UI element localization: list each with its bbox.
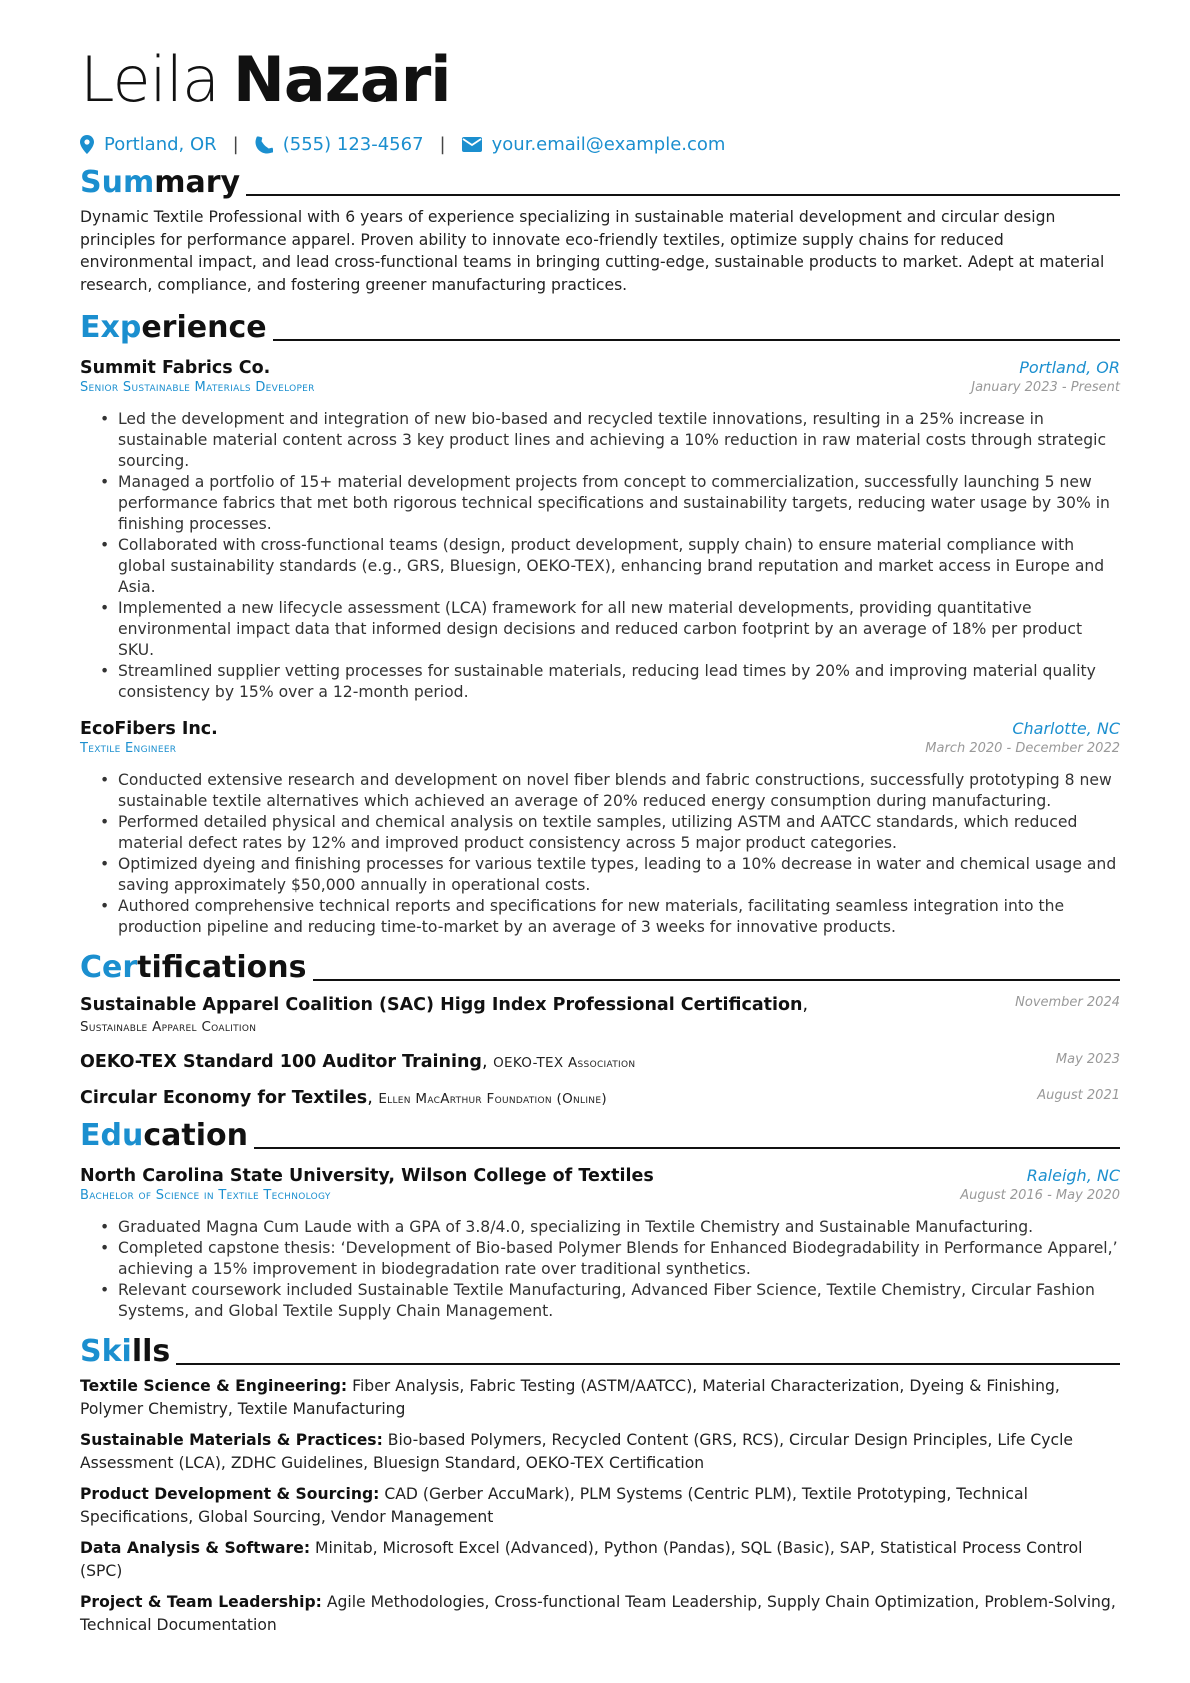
job-location: Portland, OR [1019, 358, 1120, 377]
cert-issuer: OEKO-TEX Association [493, 1055, 636, 1071]
skill-group [80, 1429, 1120, 1474]
section-rule [313, 979, 1120, 981]
phone-icon [255, 136, 273, 154]
job-location: Charlotte, NC [1012, 719, 1120, 738]
bullet-item: • Performed detailed physical and chemical analysis on textile samples, utilizing ASTM and AATCC standards, which reduced material defect rates by 12% and improved product consistency across 5 major product categories. [118, 812, 1120, 854]
bullet-item: • Optimized dyeing and finishing processes for various textile types, leading to a 10% decrease in water and chemical usage and saving approximately $50,000 annually in operational costs. [118, 854, 1120, 896]
degree: Bachelor of Science in Textile Technology [80, 1188, 331, 1203]
skill-label: Textile Science & Engineering: [80, 1377, 348, 1395]
education-dates: August 2016 - May 2020 [960, 1188, 1120, 1203]
section-certifications-header [80, 950, 1120, 986]
section-rule [246, 194, 1120, 196]
cert-date: November 2024 [1015, 995, 1120, 1010]
education-bullets [80, 1217, 1120, 1322]
skill-group [80, 1375, 1120, 1420]
cert-name: Circular Economy for Textiles [80, 1088, 368, 1108]
skill-label: Sustainable Materials & Practices: [80, 1431, 383, 1449]
cert-date: May 2023 [1055, 1052, 1120, 1067]
school-location: Raleigh, NC [1026, 1166, 1120, 1185]
first-name: Leila [80, 43, 220, 116]
section-rule [273, 339, 1120, 341]
bullet-item: • Relevant coursework included Sustainable Textile Manufacturing, Advanced Fiber Science, Textile Chemistry, Circular Fashion Systems, and Global Textile Supply Chain Management. [118, 1280, 1120, 1322]
cert-issuer: Ellen MacArthur Foundation (Online) [378, 1091, 607, 1107]
skill-group [80, 1591, 1120, 1636]
bullet-item: • Completed capstone thesis: ‘Development of Bio-based Polymer Blends for Enhanced Biodegradability in Performance Apparel,’ achieving a 15% improvement in biodegradation rate over traditional synthetics. [118, 1238, 1120, 1280]
company-name: EcoFibers Inc. [80, 719, 218, 739]
job-bullets [80, 770, 1120, 938]
job-title: Senior Sustainable Materials Developer [80, 380, 315, 395]
contact-separator: | [232, 134, 239, 155]
company-name: Summit Fabrics Co. [80, 358, 271, 378]
last-name: Nazari [233, 43, 451, 116]
job-dates: January 2023 - Present [971, 380, 1120, 395]
section-title: Skills [80, 1334, 171, 1369]
skill-items: Fiber Analysis, Fabric Testing (ASTM/AATCC), Material Characterization, Dyeing & Finishing, Polymer Chemistry, Textile Manufacturing [80, 1377, 1060, 1418]
bullet-item: • Implemented a new lifecycle assessment (LCA) framework for all new material developments, providing quantitative environmental impact data that informed design decisions and reduced carbon footprint by an average of 18% per product SKU. [118, 598, 1120, 661]
section-education-header [80, 1118, 1120, 1154]
skill-group [80, 1537, 1120, 1582]
envelope-icon [462, 137, 482, 152]
bullet-item: • Authored comprehensive technical reports and specifications for new materials, facilitating seamless integration into the production pipeline and reducing time-to-market by an average of 3 weeks for innovative products. [118, 896, 1120, 938]
skill-label: Data Analysis & Software: [80, 1539, 311, 1557]
section-title: Education [80, 1118, 248, 1153]
skill-items: Bio-based Polymers, Recycled Content (GRS, RCS), Circular Design Principles, Life Cycle Assessment (LCA), ZDHC Guidelines, Bluesign Standard, OEKO-TEX Certification [80, 1431, 1073, 1472]
cert-date: August 2021 [1037, 1088, 1120, 1103]
contact-location [80, 134, 217, 155]
skill-label: Product Development & Sourcing: [80, 1485, 380, 1503]
certification-item: Circular Economy for Textiles, Ellen MacArthur Foundation (Online) August 2021 [80, 1088, 1120, 1108]
section-rule [176, 1363, 1120, 1365]
bullet-item: • Streamlined supplier vetting processes for sustainable materials, reducing lead times by 20% and improving material quality consistency by 15% over a 12-month period. [118, 661, 1120, 703]
certification-item: Sustainable Apparel Coalition (SAC) Higg Index Professional Certification, Sustainable Apparel Coalition November 2024 [80, 995, 1120, 1035]
bullet-item: • Collaborated with cross-functional teams (design, product development, supply chain) to ensure material compliance with global sustainability standards (e.g., GRS, Bluesign, OEKO-TEX), enhancing brand reputation and market access in Europe and Asia. [118, 535, 1120, 598]
school-name: North Carolina State University, Wilson College of Textiles [80, 1166, 654, 1186]
skill-items: Minitab, Microsoft Excel (Advanced), Python (Pandas), SQL (Basic), SAP, Statistical Process Control (SPC) [80, 1539, 1083, 1580]
location-text: Portland, OR [104, 134, 217, 155]
phone-text: (555) 123-4567 [282, 134, 424, 155]
bullet-item: • Managed a portfolio of 15+ material development projects from concept to commercialization, successfully launching 5 new performance fabrics that met both rigorous technical specifications and sustainability targets, reducing water usage by 30% in finishing processes. [118, 472, 1120, 535]
cert-name: OEKO-TEX Standard 100 Auditor Training [80, 1052, 482, 1072]
skill-group [80, 1483, 1120, 1528]
section-skills-header [80, 1334, 1120, 1370]
skill-items: Agile Methodologies, Cross-functional Team Leadership, Supply Chain Optimization, Problem-Solving, Technical Documentation [80, 1593, 1116, 1634]
cert-name: Sustainable Apparel Coalition (SAC) Higg Index Professional Certification [80, 995, 803, 1015]
skill-items: CAD (Gerber AccuMark), PLM Systems (Centric PLM), Textile Prototyping, Technical Specifications, Global Sourcing, Vendor Management [80, 1485, 1028, 1526]
candidate-name [80, 40, 1120, 120]
section-experience-header [80, 310, 1120, 346]
contact-phone[interactable] [255, 134, 424, 155]
job-entry [80, 358, 1120, 703]
section-title: Certifications [80, 950, 307, 985]
certification-item: OEKO-TEX Standard 100 Auditor Training, OEKO-TEX Association May 2023 [80, 1052, 1120, 1072]
summary-text: Dynamic Textile Professional with 6 years of experience specializing in sustainable material development and circular design principles for performance apparel. Proven ability to innovate eco-friendly textiles, optimize supply chains for reduced environmental impact, and lead cross-functional teams in bringing cutting-edge, sustainable products to market. Adept at material research, compliance, and fostering greener manufacturing practices. [80, 208, 1105, 294]
map-pin-icon [80, 135, 94, 154]
job-bullets [80, 409, 1120, 703]
job-entry [80, 719, 1120, 938]
resume-page [80, 40, 1120, 1636]
section-summary-header [80, 165, 1120, 201]
education-entry [80, 1166, 1120, 1322]
contact-separator: | [439, 134, 446, 155]
job-title: Textile Engineer [80, 741, 177, 756]
section-rule [254, 1147, 1120, 1149]
cert-issuer: Sustainable Apparel Coalition [80, 1019, 257, 1035]
bullet-item: • Graduated Magna Cum Laude with a GPA of 3.8/4.0, specializing in Textile Chemistry and Sustainable Manufacturing. [118, 1217, 1120, 1238]
bullet-item: • Conducted extensive research and development on novel fiber blends and fabric constructions, successfully prototyping 8 new sustainable textile alternatives which achieved an average of 20% reduced energy consumption during manufacturing. [118, 770, 1120, 812]
contact-bar [80, 134, 1120, 155]
section-title: Experience [80, 310, 267, 345]
email-text: your.email@example.com [491, 134, 726, 155]
skill-label: Project & Team Leadership: [80, 1593, 322, 1611]
contact-email[interactable] [462, 134, 726, 155]
section-title: Summary [80, 165, 241, 200]
bullet-item: • Led the development and integration of new bio-based and recycled textile innovations, resulting in a 25% increase in sustainable material content across 3 key product lines and achieving a 10% reduction in raw material costs through strategic sourcing. [118, 409, 1120, 472]
job-dates: March 2020 - December 2022 [925, 741, 1120, 756]
